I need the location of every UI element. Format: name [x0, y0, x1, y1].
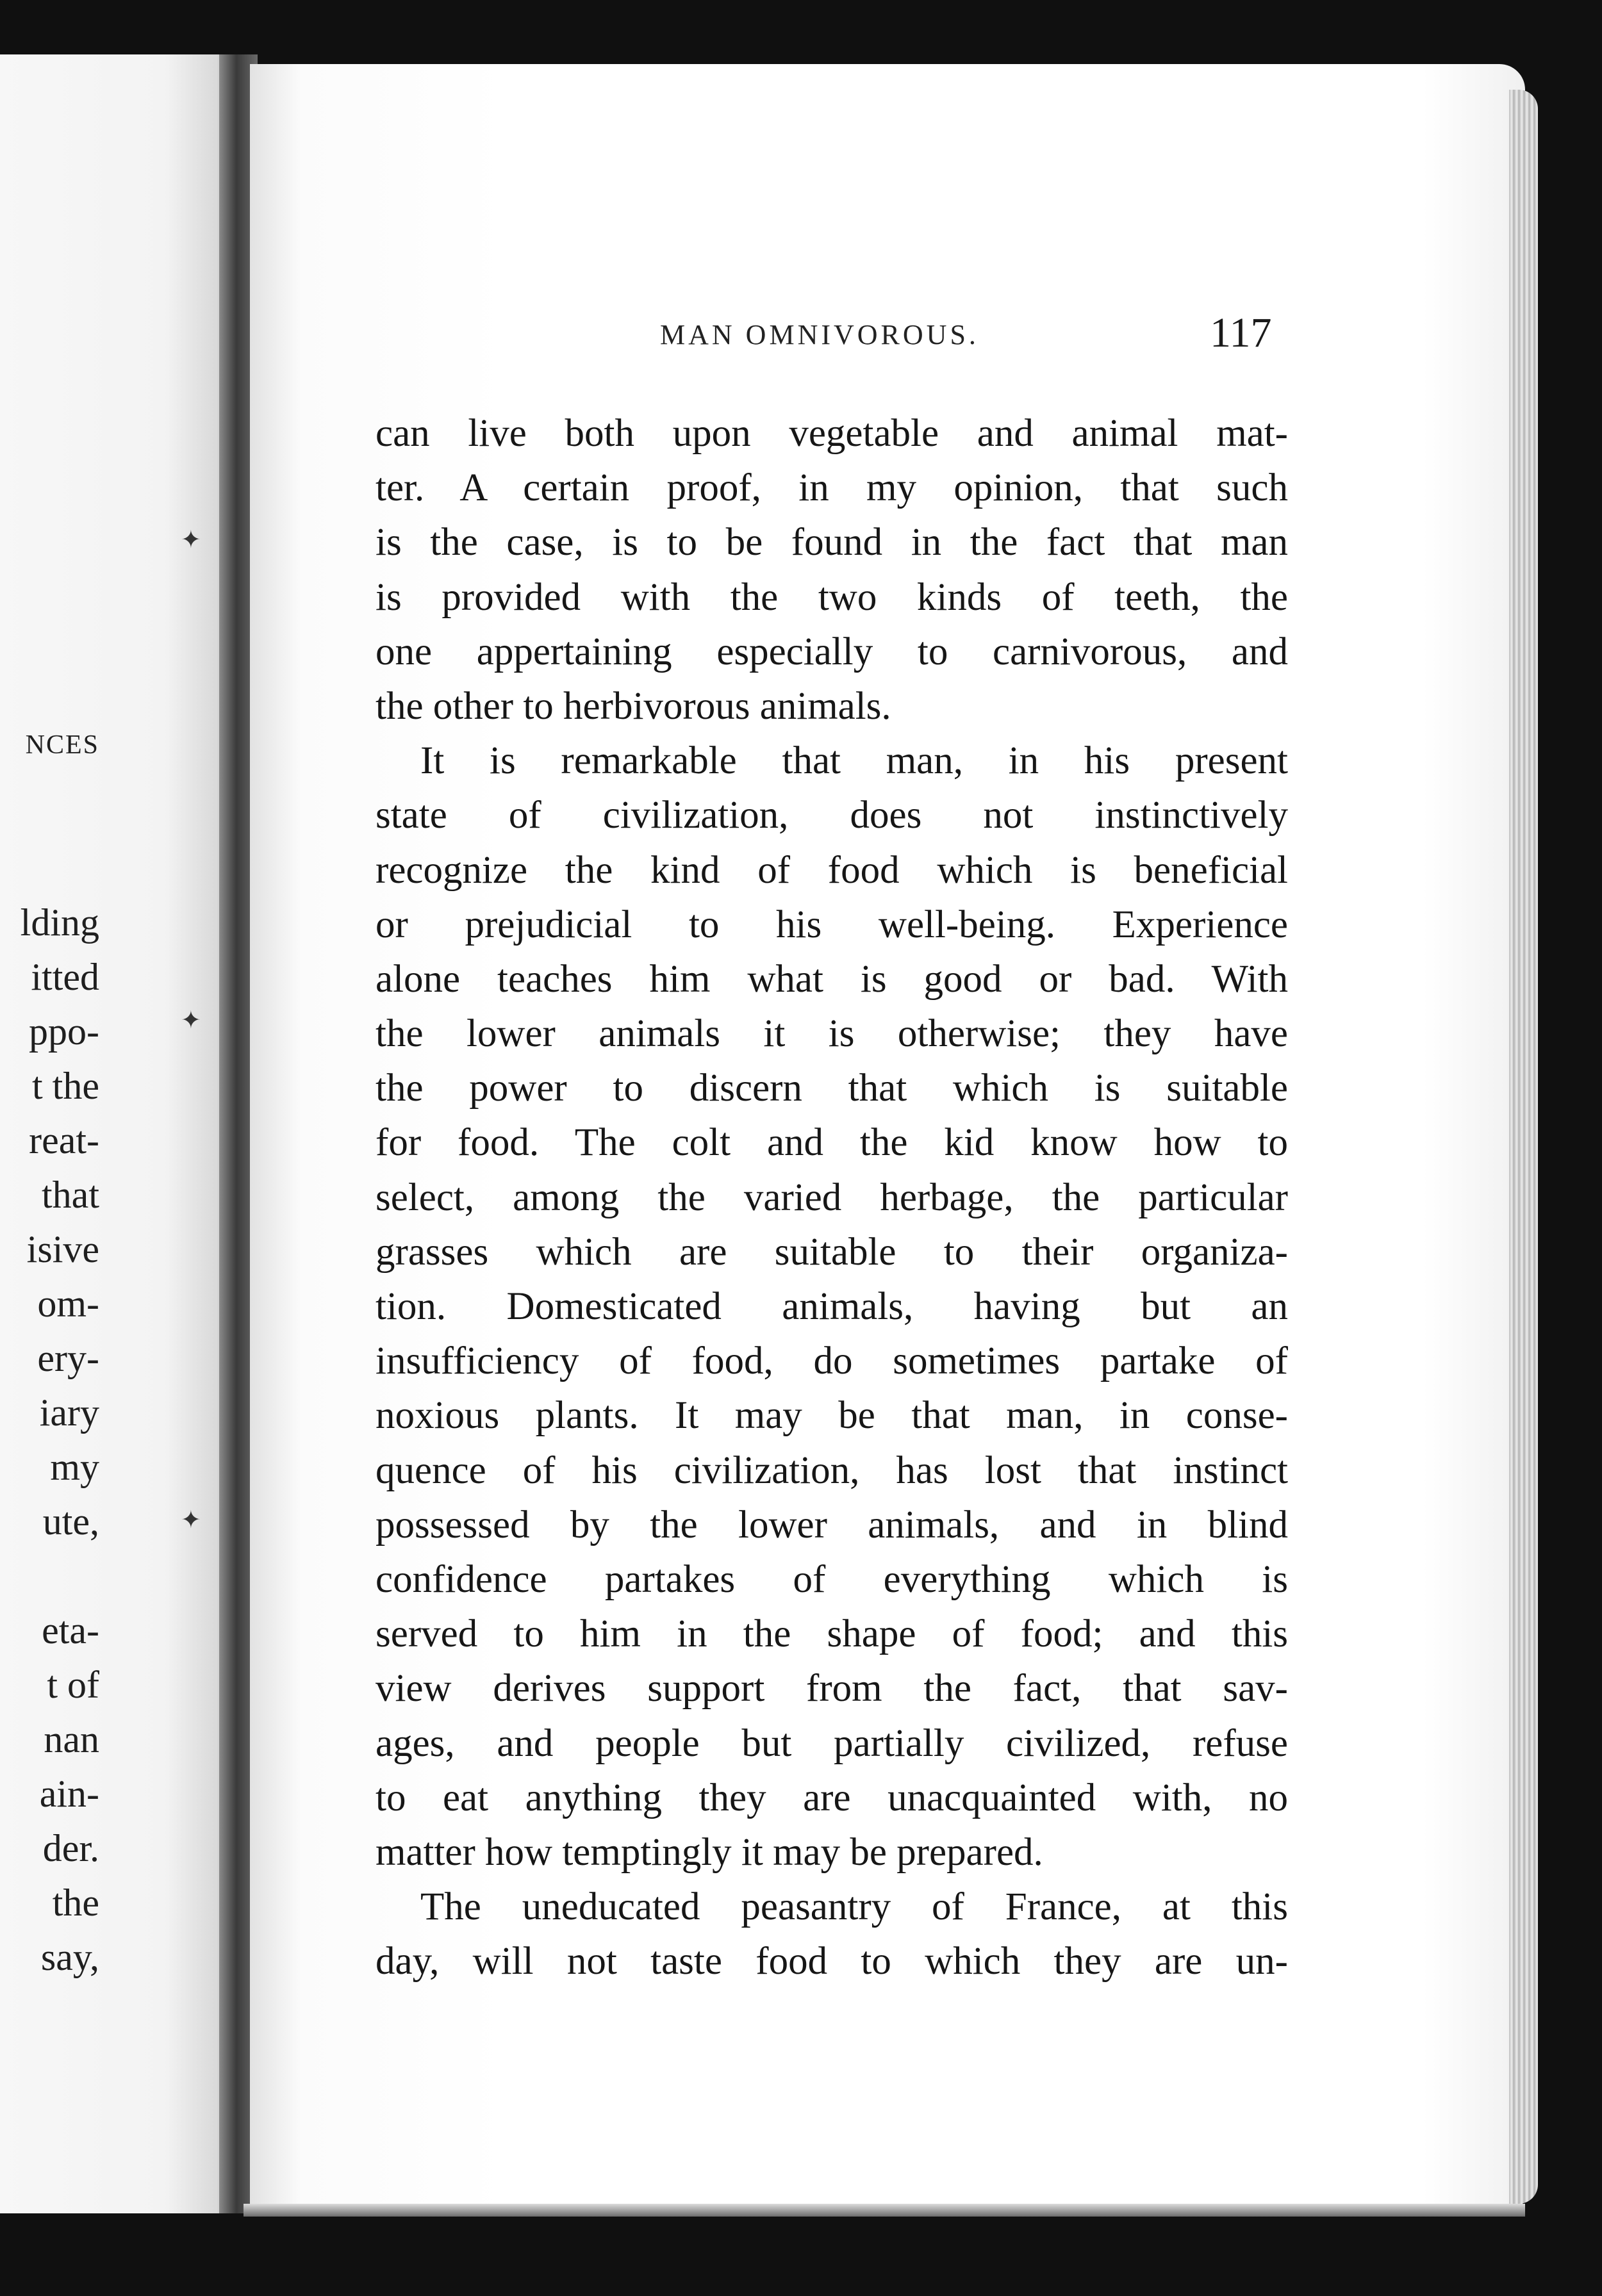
body-text	[376, 406, 1288, 1988]
text-line: noxious plants. It may be that man, in conse-	[376, 1394, 1288, 1438]
left-line-fragment: lding	[20, 901, 99, 944]
text-line: is provided with the two kinds of teeth, the	[376, 575, 1288, 619]
running-head: MAN OMNIVOROUS.	[660, 319, 979, 350]
text-line: select, among the varied herbage, the particular	[376, 1176, 1288, 1219]
text-line: ages, and people but partially civilized, refuse	[376, 1721, 1288, 1765]
left-line-fragment: t of	[47, 1664, 99, 1706]
text-line: or prejudicial to his well-being. Experience	[376, 903, 1288, 946]
text-line: confidence partakes of everything which is	[376, 1557, 1288, 1601]
text-line: state of civilization, does not instinctively	[376, 794, 1288, 837]
text-line: ter. A certain proof, in my opinion, that such	[376, 466, 1288, 510]
left-line-fragment: eta-	[42, 1609, 99, 1652]
left-line-fragment: reat-	[29, 1119, 99, 1161]
left-line-fragment: itted	[31, 956, 99, 998]
text-line: possessed by the lower animals, and in blind	[376, 1503, 1288, 1546]
page-edges	[1509, 90, 1538, 2204]
left-line-fragment: t the	[32, 1065, 99, 1107]
text-line: The uneducated peasantry of France, at this	[420, 1885, 1288, 1929]
text-line: served to him in the shape of food; and this	[376, 1612, 1288, 1656]
text-line: grasses which are suitable to their organiza-	[376, 1230, 1288, 1274]
left-line-fragment: my	[50, 1446, 99, 1488]
left-line-fragment: the	[52, 1882, 99, 1924]
left-line-fragment: ute,	[42, 1500, 99, 1543]
gutter-speck: ✦	[181, 1007, 201, 1034]
left-line-fragment: say,	[40, 1936, 99, 1978]
left-heading-fragment: NCES	[25, 730, 99, 760]
text-line: to eat anything they are unacquainted with, no	[376, 1776, 1288, 1819]
left-line-fragment: ppo-	[29, 1010, 99, 1053]
text-line: tion. Domesticated animals, having but an	[376, 1285, 1288, 1328]
text-line: recognize the kind of food which is beneficial	[376, 848, 1288, 892]
page-number: 117	[1210, 309, 1272, 356]
text-line: matter how temptingly it may be prepared.	[376, 1830, 1043, 1874]
left-line-fragment: nan	[44, 1718, 99, 1760]
left-line-fragment: isive	[26, 1228, 99, 1270]
text-line: It is remarkable that man, in his present	[420, 739, 1288, 783]
gutter-speck: ✦	[181, 1507, 201, 1534]
text-line: can live both upon vegetable and animal mat-	[376, 412, 1288, 455]
left-line-fragment: that	[42, 1174, 99, 1216]
gutter-speck: ✦	[181, 527, 201, 554]
text-line: quence of his civilization, has lost that instinct	[376, 1448, 1288, 1492]
left-line-fragment: ain-	[39, 1773, 99, 1815]
text-line: insufficiency of food, do sometimes partake of	[376, 1340, 1288, 1383]
left-line-fragment: iary	[39, 1391, 99, 1434]
text-line: day, will not taste food to which they are un-	[376, 1940, 1288, 1983]
left-line-fragment: der.	[42, 1827, 99, 1869]
page-bottom-edge	[244, 2204, 1525, 2217]
text-line: is the case, is to be found in the fact that man	[376, 521, 1288, 564]
left-page-text	[0, 0, 99, 2296]
left-line-fragment: ery-	[37, 1337, 99, 1379]
text-line: the power to discern that which is suitable	[376, 1067, 1288, 1110]
text-line: one appertaining especially to carnivorous, and	[376, 630, 1288, 673]
text-line: the other to herbivorous animals.	[376, 684, 891, 728]
left-line-fragment: om-	[37, 1283, 99, 1325]
text-line: for food. The colt and the kid know how to	[376, 1121, 1288, 1165]
text-line: alone teaches him what is good or bad. With	[376, 957, 1288, 1001]
text-line: view derives support from the fact, that sav-	[376, 1667, 1288, 1710]
text-line: the lower animals it is otherwise; they have	[376, 1012, 1288, 1056]
